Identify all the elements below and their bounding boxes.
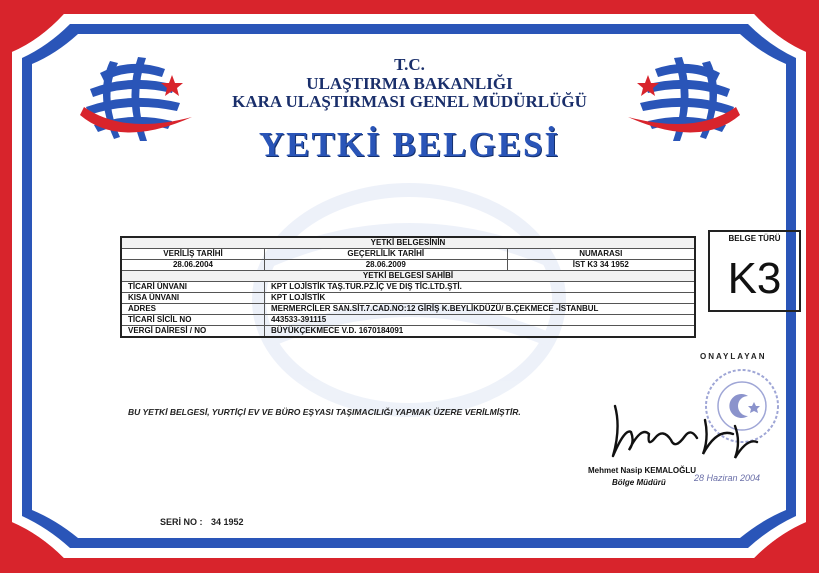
col-number-header: NUMARASI (507, 249, 695, 260)
section-holder: YETKİ BELGESİ SAHİBİ (121, 271, 695, 282)
serial-number (160, 517, 244, 527)
issue-date-value: 28.06.2004 (121, 260, 265, 271)
table-row (121, 293, 695, 304)
serial-label: SERİ NO : (160, 517, 203, 527)
validity-date-value: 28.06.2009 (265, 260, 508, 271)
table-row (121, 282, 695, 293)
col-validity-date-header: GEÇERLİLİK TARİHİ (265, 249, 508, 260)
row-label: ADRES (121, 304, 265, 315)
signature-scribble (585, 398, 765, 468)
signatory-title: Bölge Müdürü (612, 478, 666, 487)
header-ministry: ULAŞTIRMA BAKANLIĞI (306, 74, 513, 93)
row-label: VERGİ DAİRESİ / NO (121, 326, 265, 338)
certificate-type-box (708, 230, 801, 312)
col-issue-date-header: VERİLİŞ TARİHİ (121, 249, 265, 260)
certificate-details-table (120, 236, 696, 338)
header-tc: T.C. (394, 55, 425, 74)
table-row (121, 326, 695, 338)
certificate-type-label: BELGE TÜRÜ (728, 234, 781, 243)
certificate-type-value: K3 (727, 254, 782, 303)
table-row (121, 315, 695, 326)
row-value: 443533-391115 (265, 315, 696, 326)
serial-value: 34 1952 (211, 517, 244, 527)
certificate-number-value: İST K3 34 1952 (507, 260, 695, 271)
row-value: KPT LOJİSTİK (265, 293, 696, 304)
signatory-name: Mehmet Nasip KEMALOĞLU (588, 466, 697, 475)
approval-label: ONAYLAYAN (700, 352, 767, 361)
row-label: TİCARİ SİCİL NO (121, 315, 265, 326)
row-value: MERMERCİLER SAN.SİT.7.CAD.NO:12 GİRİŞ K.BEYLİKDÜZÜ/ B.ÇEKMECE -İSTANBUL (265, 304, 696, 315)
header-directorate: KARA ULAŞTIRMASI GENEL MÜDÜRLÜĞÜ (232, 92, 587, 111)
table-row (121, 304, 695, 315)
row-value: KPT LOJİSTİK TAŞ.TUR.PZ.İÇ VE DIŞ TİC.LTD.ŞTİ. (265, 282, 696, 293)
row-value: BÜYÜKÇEKMECE V.D. 1670184091 (265, 326, 696, 338)
stamp-date: 28 Haziran 2004 (694, 473, 761, 483)
row-label: TİCARİ ÜNVANI (121, 282, 265, 293)
section-certificate: YETKİ BELGESİNİN (121, 237, 695, 249)
row-label: KISA ÜNVANI (121, 293, 265, 304)
certificate-statement: BU YETKİ BELGESİ, YURTİÇİ EV VE BÜRO EŞYASI TAŞIMACILIĞI YAPMAK ÜZERE VERİLMİŞTİR. (128, 407, 521, 417)
certificate-title: YETKİ BELGESİ (258, 125, 561, 164)
